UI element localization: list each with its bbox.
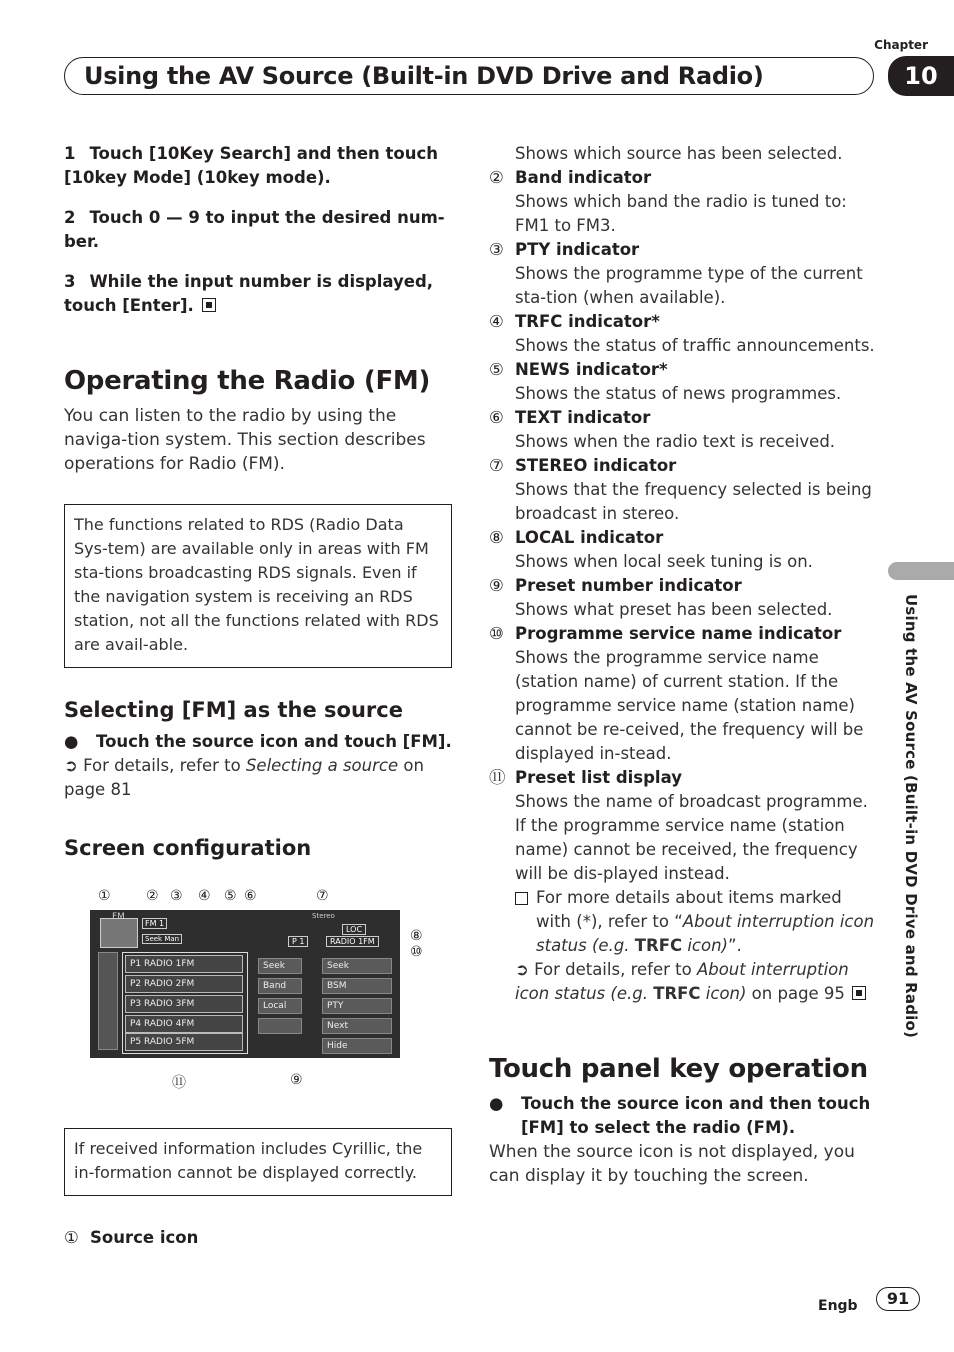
preset-item[interactable]: P3 RADIO 3FM (125, 995, 243, 1013)
indicator-number: ⑧ (489, 528, 504, 547)
indicator-number: ⑥ (489, 408, 504, 427)
indicator-label: Preset number indicator (515, 576, 742, 595)
band-button[interactable]: Band (258, 978, 302, 994)
indicator-heading (489, 166, 881, 190)
indicator-label: TEXT indicator (515, 408, 651, 427)
indicator-item (489, 454, 881, 526)
indicator-item (489, 406, 881, 454)
side-tab (888, 562, 954, 580)
chapter-label: Chapter (874, 38, 928, 52)
indicator-label: STEREO indicator (515, 456, 677, 475)
indicator-description: Shows when the radio text is received. (515, 432, 836, 451)
indicator-item (489, 526, 881, 574)
preset-item[interactable]: P5 RADIO 5FM (125, 1033, 243, 1051)
next-button[interactable]: Next (322, 1018, 392, 1034)
indicator-item (489, 166, 881, 238)
indicator-label: NEWS indicator* (515, 360, 668, 379)
indicator-heading (489, 358, 881, 382)
indicator-label: LOCAL indicator (515, 528, 664, 547)
indicator-item (489, 766, 881, 886)
indicator-item (489, 574, 881, 622)
checkbox-icon (515, 892, 528, 905)
footer-language: Engb (818, 1298, 858, 1314)
indicator-heading (489, 526, 881, 550)
indicator-heading (489, 574, 881, 598)
indicator-heading (489, 622, 881, 646)
text-button[interactable] (258, 1018, 302, 1034)
callout-10: ⑩ (410, 944, 423, 960)
service-name-indicator: RADIO 1FM (326, 936, 379, 947)
step-2: 2 Touch 0 — 9 to input the desired num-ber. (64, 208, 445, 251)
arrow-icon: ➲ (64, 756, 84, 775)
indicator-heading (489, 766, 881, 790)
step-3: 3 While the input number is displayed, touch [Enter]. (64, 272, 434, 315)
preset-number-indicator: P 1 (288, 936, 308, 947)
details-reference: ➲ For details, refer to About interruption icon status (e.g. TRFC icon) on page 95 (515, 958, 881, 1006)
seek-up-button[interactable]: Seek (322, 958, 392, 974)
end-mark-icon (202, 298, 216, 312)
more-details-note: For more details about items marked with (*), refer to “About interruption icon status (e.g. TRFC icon)”. (489, 886, 881, 958)
indicator-label: TRFC indicator* (515, 312, 660, 331)
callout-11: ⑪ (172, 1075, 186, 1091)
indicator-number: ③ (489, 240, 504, 259)
indicator-item (489, 622, 881, 766)
indicator-number: ④ (489, 312, 504, 331)
callout-4: ④ (198, 888, 211, 904)
indicator-label: Preset list display (515, 768, 682, 787)
seek-down-button[interactable]: Seek (258, 958, 302, 974)
indicator-description: Shows what preset has been selected. (515, 600, 833, 619)
indicator-description: Shows that the frequency selected is being broadcast in stereo. (515, 480, 872, 523)
fm-label: FM (112, 912, 125, 922)
radio-intro: You can listen to the radio by using the naviga-tion system. This section describes operations for Radio (FM). (64, 406, 426, 474)
indicator-number: ⑨ (489, 576, 504, 595)
indicator-list (489, 166, 881, 886)
indicator-heading (489, 310, 881, 334)
arrow-icon: ➲ (515, 960, 535, 979)
callout-7: ⑦ (316, 888, 329, 904)
preset-list (122, 952, 248, 1054)
callout-9: ⑨ (290, 1072, 303, 1088)
side-running-title: Using the AV Source (Built-in DVD Drive and Radio) (902, 594, 920, 1039)
preset-item[interactable]: P4 RADIO 4FM (125, 1015, 243, 1033)
indicator-heading (489, 406, 881, 430)
callout-3: ③ (170, 888, 183, 904)
bullet-icon: ● (64, 732, 79, 751)
indicator-description: Shows the name of broadcast programme. If the programme service name (station name) cannot be received, the frequency will be dis-played instead. (515, 792, 868, 883)
screen-figure (64, 868, 452, 1091)
end-mark-icon (852, 986, 866, 1000)
indicator-number: ② (489, 168, 504, 187)
radio-section-title: Operating the Radio (FM) (64, 366, 431, 396)
bsm-button[interactable]: BSM (322, 978, 392, 994)
preset-item[interactable]: P1 RADIO 1FM (125, 955, 243, 973)
source-icon-item: ① Source icon (64, 1228, 199, 1247)
indicator-heading (489, 454, 881, 478)
cyrillic-note-box: If received information includes Cyrillic, the in-formation cannot be displayed correctly. (64, 1128, 452, 1196)
indicator-label: Programme service name indicator (515, 624, 842, 643)
indicator-description: Shows the programme service name (station name) of current station. If the programme service name (station name) cannot be re-ceived, the frequency will be displayed in-stead. (515, 648, 864, 763)
local-indicator: LOC (342, 924, 366, 935)
stereo-indicator: Stereo (312, 912, 335, 920)
step-1: 1 Touch [10Key Search] and then touch [10key Mode] (10key mode). (64, 144, 438, 187)
page-header-title: Using the AV Source (Built-in DVD Drive and Radio) (84, 62, 764, 90)
indicator-item (489, 238, 881, 310)
indicator-number: ⑩ (489, 624, 504, 643)
preset-item[interactable]: P2 RADIO 2FM (125, 975, 243, 993)
indicator-heading (489, 238, 881, 262)
selecting-reference: ➲ For details, refer to Selecting a source on page 81 (64, 756, 424, 799)
indicator-description: Shows the status of news programmes. (515, 384, 842, 403)
left-column (64, 142, 452, 1250)
indicator-label: Band indicator (515, 168, 652, 187)
touch-panel-text: When the source icon is not displayed, you can display it by touching the screen. (489, 1142, 855, 1186)
indicator-number: ⑪ (489, 768, 506, 787)
indicator-item (489, 358, 881, 406)
callout-5: ⑤ (224, 888, 237, 904)
indicator-item (489, 310, 881, 358)
screen-config-title: Screen configuration (64, 836, 312, 860)
scroll-bar[interactable] (98, 952, 118, 1050)
bullet-icon: ● (489, 1094, 504, 1113)
band-indicator: FM 1 (142, 918, 167, 929)
indicator-description: Shows the programme type of the current sta-tion (when available). (515, 264, 863, 307)
right-column (489, 142, 881, 1188)
indicator-description: Shows which band the radio is tuned to: FM1 to FM3. (515, 192, 847, 235)
callout-8: ⑧ (410, 928, 423, 944)
indicator-description: Shows the status of traffic announcements. (515, 336, 875, 355)
chapter-number: 10 (888, 56, 954, 96)
indicator-label: PTY indicator (515, 240, 640, 259)
pty-button[interactable]: PTY (322, 998, 392, 1014)
selecting-bullet: ● Touch the source icon and touch [FM]. (64, 730, 452, 754)
hide-button[interactable]: Hide (322, 1038, 392, 1054)
indicator-description: Shows when local seek tuning is on. (515, 552, 813, 571)
radio-screen (90, 910, 400, 1058)
touch-panel-title: Touch panel key operation (489, 1054, 868, 1084)
selecting-fm-title: Selecting [FM] as the source (64, 698, 403, 722)
callout-2: ② (146, 888, 159, 904)
page-number: 91 (876, 1287, 920, 1311)
indicator-number: ⑦ (489, 456, 504, 475)
rds-note-box: The functions related to RDS (Radio Data Sys-tem) are available only in areas with FM sta-tions broadcasting RDS signals. Even if the navigation system is receiving an RDS station, not all the functions related with RDS are avail-able. (64, 504, 452, 668)
source-icon[interactable] (100, 918, 138, 948)
local-button[interactable]: Local (258, 998, 302, 1014)
source-icon-desc: Shows which source has been selected. (515, 144, 843, 163)
touch-panel-bullet: ● Touch the source icon and then touch [FM] to select the radio (FM). (489, 1092, 881, 1140)
indicator-number: ⑤ (489, 360, 504, 379)
callout-1: ① (98, 888, 111, 904)
callout-6: ⑥ (244, 888, 257, 904)
seek-mode-indicator: Seek Man (142, 934, 182, 944)
